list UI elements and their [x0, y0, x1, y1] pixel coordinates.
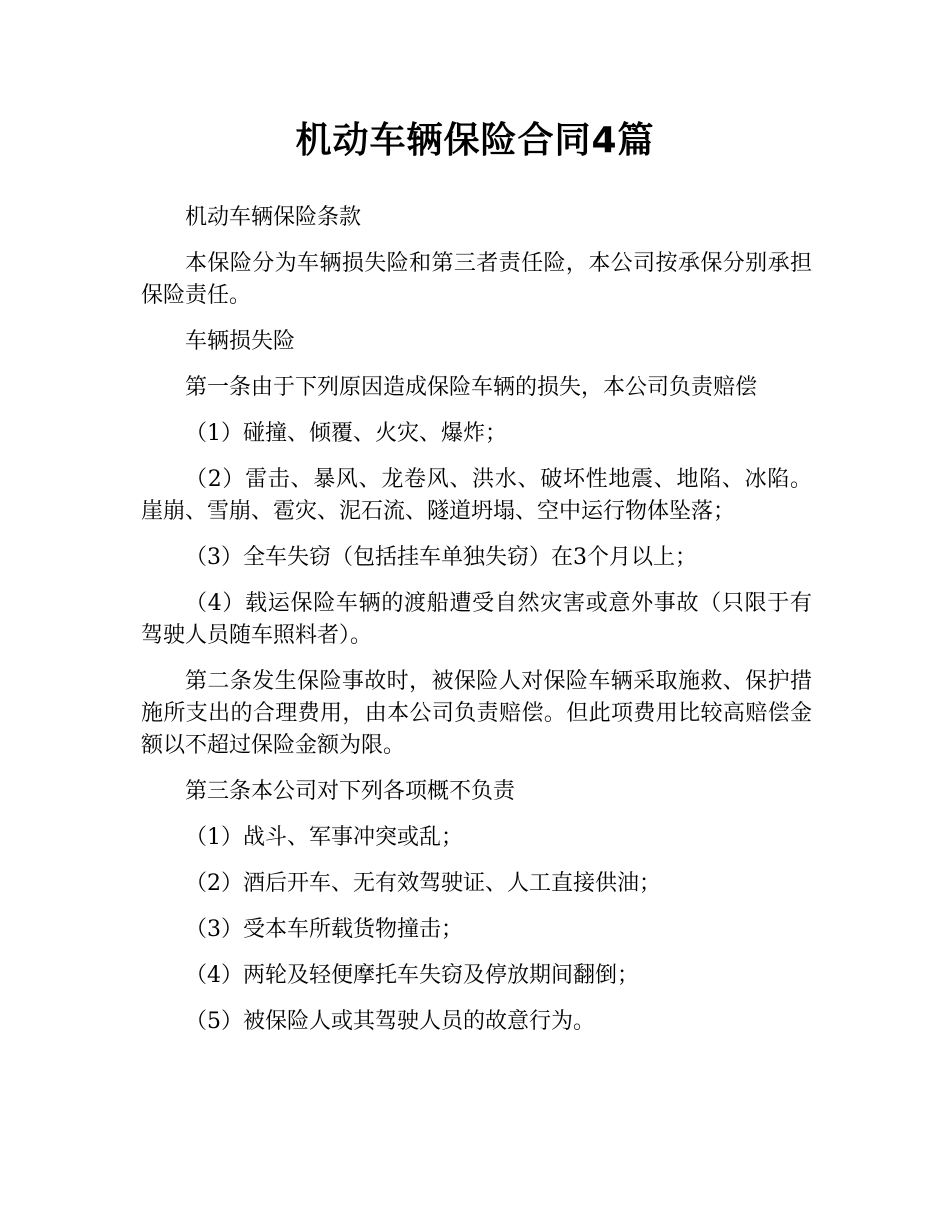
paragraph: 本保险分为车辆损失险和第三者责任险，本公司按承保分别承担保险责任。	[141, 251, 812, 308]
article-paragraph: 第三条本公司对下列各项概不负责	[185, 779, 516, 804]
list-item: （4）两轮及轻便摩托车失窃及停放期间翻倒；	[185, 963, 639, 988]
list-item: （3）全车失窃（包括挂车单独失窃）在3个月以上；	[185, 545, 697, 570]
article-paragraph: 第一条由于下列原因造成保险车辆的损失，本公司负责赔偿	[185, 375, 758, 400]
list-item: （4）载运保险车辆的渡船遭受自然灾害或意外事故（只限于有驾驶人员随车照料者）。	[141, 591, 812, 648]
article-paragraph: 第二条发生保险事故时，被保险人对保险车辆采取施救、保护措施所支出的合理费用，由本公司负责赔偿。但此项费用比较高赔偿金额以不超过保险金额为限。	[141, 669, 812, 758]
list-item: （1）碰撞、倾覆、火灾、爆炸；	[185, 421, 507, 446]
list-item: （3）受本车所载货物撞击；	[185, 917, 463, 942]
list-item: （5）被保险人或其驾驶人员的故意行为。	[185, 1009, 595, 1034]
section-heading: 机动车辆保险条款	[185, 205, 362, 230]
list-item: （1）战斗、军事冲突或乱；	[185, 825, 463, 850]
document-title: 机动车辆保险合同4篇	[295, 120, 655, 161]
list-item: （2）雷击、暴风、龙卷风、洪水、破坏性地震、地陷、冰陷。崖崩、雪崩、雹灾、泥石流、隧道坍塌、空中运行物体坠落；	[141, 467, 812, 524]
document-body	[141, 202, 812, 1052]
list-item: （2）酒后开车、无有效驾驶证、人工直接供油；	[185, 871, 661, 896]
section-heading: 车辆损失险	[185, 329, 296, 354]
